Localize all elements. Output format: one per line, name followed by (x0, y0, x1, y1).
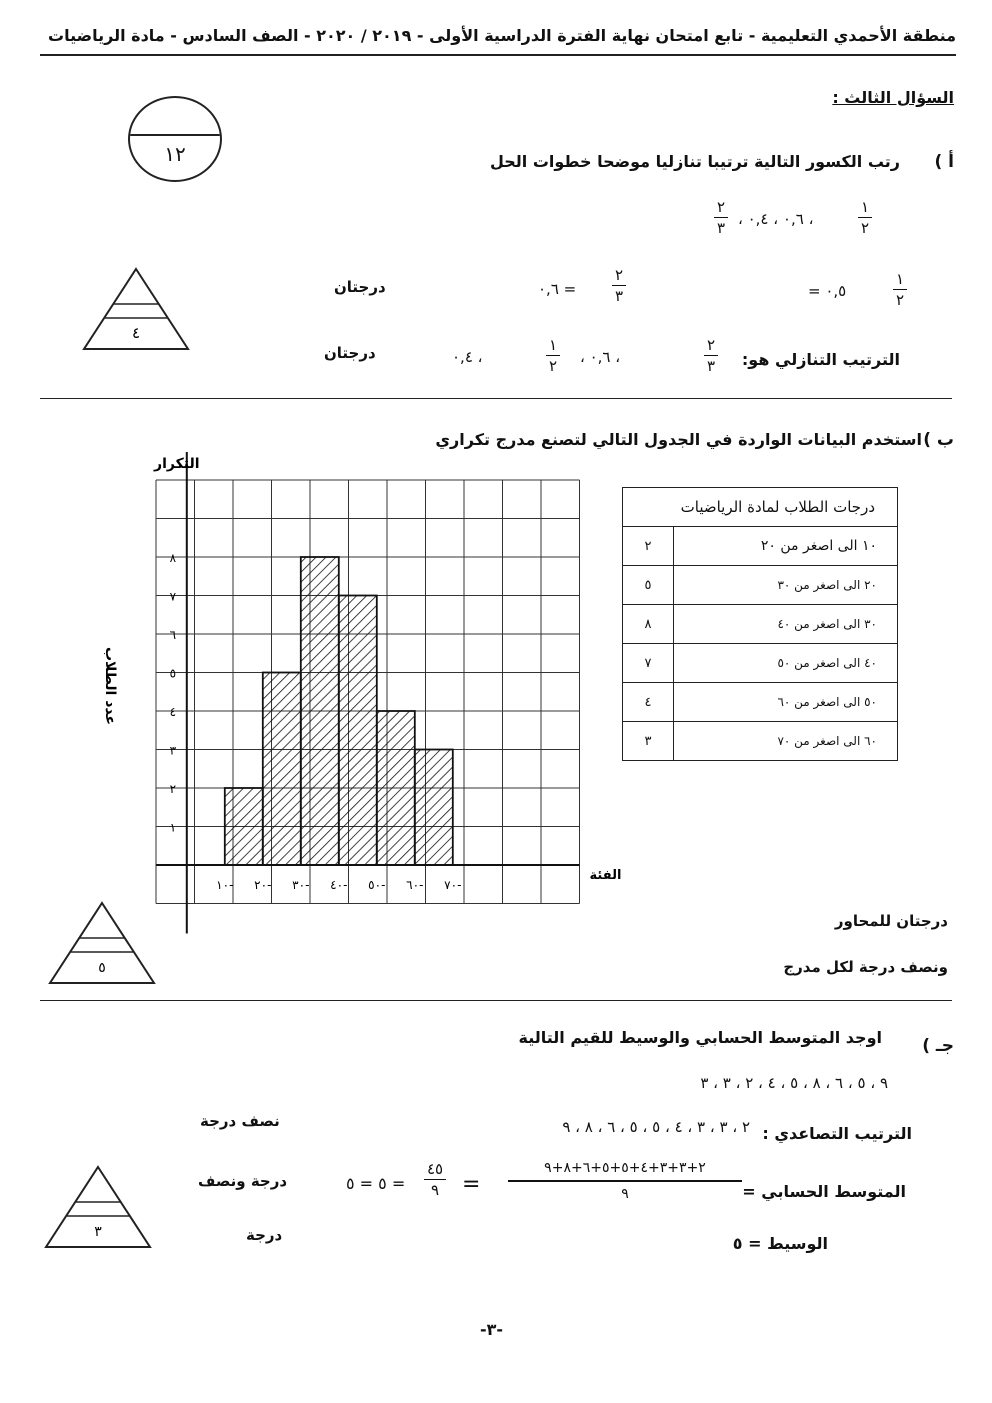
part-a-label: أ ) (934, 152, 954, 172)
marks-label-2: درجتان (324, 344, 376, 362)
x-tick-label: ١٠- (216, 878, 234, 892)
marks-bars: ونصف درجة لكل مدرج (783, 958, 948, 976)
given-frac-two-thirds: ٢ ٣ (714, 198, 728, 237)
divider-2 (40, 1000, 952, 1001)
page-header: منطقة الأحمدي التعليمية - تابع امتحان نهاية الفترة الدراسية الأولى - ٢٠١٩ / ٢٠٢٠ - الصف السادس - مادة الرياضيات (48, 26, 956, 45)
mark-mean: درجة ونصف (198, 1172, 288, 1190)
step-frac-half: ١ ٢ (893, 270, 907, 309)
table-row: ٦٠ الى اصغر من ٧٠ ٣ (623, 722, 898, 761)
histogram-bar (301, 557, 339, 865)
table-row: ٢٠ الى اصغر من ٣٠ ٥ (623, 566, 898, 605)
histogram-bar (377, 711, 415, 865)
order-label: الترتيب التنازلي هو: (741, 350, 900, 369)
mean-numerator: ٢+٣+٣+٤+٥+٥+٦+٨+٩ (544, 1160, 706, 1176)
part-b-label: ب ) (923, 430, 954, 450)
marks-axes: درجتان للمحاور (834, 912, 948, 930)
total-mark-circle (128, 96, 222, 182)
x-tick-label: ٧٠- (444, 878, 462, 892)
marks-label-1: درجتان (334, 278, 386, 296)
table-row: ٣٠ الى اصغر من ٤٠ ٨ (623, 605, 898, 644)
x-tick-label: ٣٠- (292, 878, 310, 892)
question-title: السؤال الثالث : (832, 88, 954, 107)
y-axis-top-label: التكرار (154, 456, 200, 472)
mean-label: المتوسط الحسابي = (742, 1182, 906, 1201)
histogram-bar (225, 788, 263, 865)
given-numbers: ، ٠,٦ ، ٠,٤ ، (738, 210, 814, 228)
x-tick-label: ٢٠- (254, 878, 272, 892)
mean-fraction (508, 1160, 742, 1202)
page-number: -٣- (480, 1320, 504, 1339)
part-a-prompt: رتب الكسور التالية ترتيبا تنازليا موضحا خطوات الحل (489, 152, 900, 171)
x-tick-label: ٥٠- (368, 878, 386, 892)
values-line: ٩ ، ٥ ، ٦ ، ٨ ، ٥ ، ٤ ، ٢ ، ٣ ، ٣ (700, 1074, 888, 1092)
histogram-bar (339, 596, 377, 866)
part-b-prompt: استخدم البيانات الواردة في الجدول التالي لتصنع مدرج تكراري (435, 430, 922, 449)
mark-c-value: ٣ (94, 1224, 102, 1240)
part-c-label: جـ ) (922, 1036, 954, 1056)
y-tick-label: ٥ (169, 666, 177, 681)
sorted-label: الترتيب التصاعدي : (762, 1124, 912, 1143)
step2-value: = ٠,٦ (538, 280, 577, 298)
divider-1 (40, 398, 952, 399)
mark-median: درجة (246, 1226, 283, 1244)
mark-triangle-c (42, 1164, 154, 1250)
x-tick-label: ٦٠- (406, 878, 424, 892)
order-frac-two-thirds: ٢ ٣ (704, 336, 718, 375)
mark-sorted: نصف درجة (200, 1112, 280, 1130)
part-c-prompt: اوجد المتوسط الحسابي والوسيط للقيم التالية (518, 1028, 882, 1047)
mean-denominator: ٩ (621, 1185, 629, 1202)
mark-b-value: ٥ (98, 960, 106, 976)
order-end: ، ٠,٤ (452, 348, 483, 366)
histogram-bar (415, 750, 453, 866)
mean-result: = ٥ = ٥ (346, 1174, 406, 1193)
mean-frac: ٤٥ ٩ (424, 1160, 446, 1199)
table-row: ٤٠ الى اصغر من ٥٠ ٧ (623, 644, 898, 683)
total-mark-value: ١٢ (164, 142, 186, 166)
table-row: ٥٠ الى اصغر من ٦٠ ٤ (623, 683, 898, 722)
y-tick-label: ٦ (169, 628, 177, 642)
y-tick-label: ٧ (169, 589, 177, 604)
y-tick-label: ٢ (169, 782, 177, 796)
median-label: الوسيط = ٥ (732, 1234, 828, 1253)
frequency-table (622, 487, 898, 761)
x-axis-label: الفئة (589, 868, 622, 883)
y-tick-label: ٨ (169, 551, 177, 565)
histogram-bar (263, 673, 301, 866)
y-axis-label: عدد الطلاب (102, 646, 118, 726)
table-header: درجات الطلاب لمادة الرياضيات (623, 488, 898, 527)
header-rule (40, 54, 956, 56)
order-frac-half: ١ ٢ (546, 336, 560, 375)
order-middle: ، ٠,٦ ، (580, 348, 621, 366)
histogram-chart (90, 446, 622, 926)
mean-eq: = (462, 1172, 481, 1197)
given-frac-half: ١ ٢ (858, 198, 872, 237)
mark-triangle-a (80, 266, 192, 352)
mark-a-value: ٤ (131, 324, 141, 342)
step-frac-two-thirds: ٢ ٣ (612, 266, 626, 305)
x-tick-label: ٤٠- (330, 878, 348, 892)
y-tick-label: ٤ (169, 705, 177, 719)
step1-value: ٠,٥ = (808, 282, 847, 300)
sorted-values: ٢ ، ٣ ، ٣ ، ٤ ، ٥ ، ٥ ، ٦ ، ٨ ، ٩ (562, 1118, 750, 1136)
mark-triangle-b (46, 900, 158, 986)
y-tick-label: ٣ (169, 743, 177, 758)
table-row: ١٠ الى اصغر من ٢٠ ٢ (623, 527, 898, 566)
y-tick-label: ١ (169, 820, 177, 835)
